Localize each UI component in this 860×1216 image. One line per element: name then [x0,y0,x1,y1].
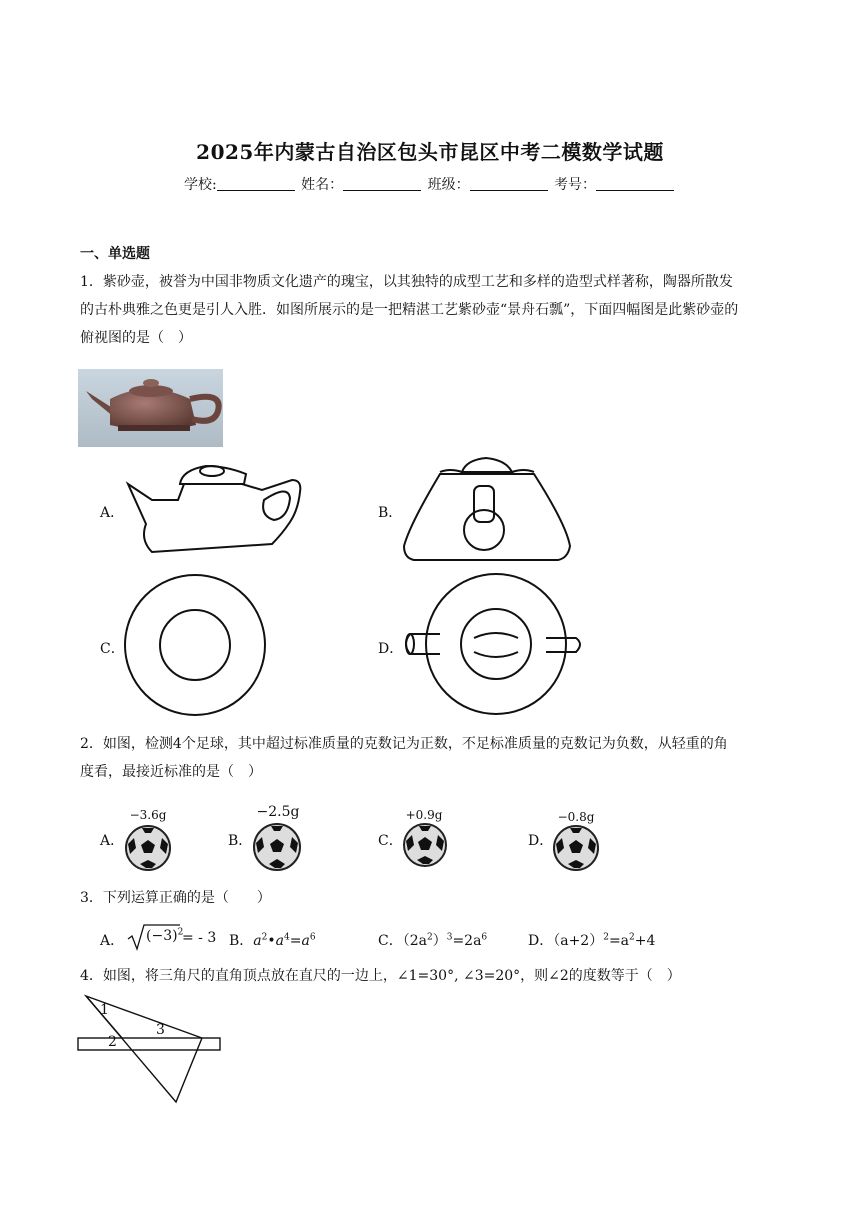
q2-ball-d-weight: −0.8g [557,810,595,824]
q3-option-b[interactable]: B．$a^2•a^4=a^6$ [229,932,316,949]
q3-a-radicand-exp: 2 [177,927,184,938]
q1-line3: 俯视图的是（ ） [80,330,192,346]
q1-option-b-figure [400,454,575,564]
class-blank[interactable] [470,176,548,191]
q4-stem: 4．如图，将三角尺的直角顶点放在直尺的一边上，∠1=30°, ∠3=20°，则∠2的度数等于（ ） [80,968,681,984]
q3-option-d-label: D．（a+2） [528,933,604,949]
q3-option-b-label: B． [229,933,254,949]
teapot-photo [78,369,223,447]
exam-no-label: 考号： [554,177,597,193]
class-label: 班级： [427,177,470,193]
soccer-ball-icon [552,824,600,872]
q3-a-result: = - 3 [182,930,217,946]
page-title: 2025年内蒙古自治区包头市昆区中考二模数学试题 [196,140,664,164]
q3-d-eq: =a [608,933,630,949]
q4-triangle-ruler-figure [74,994,226,1106]
q3-option-a-label: A． [100,933,125,949]
soccer-ball-icon [402,822,448,868]
q1-option-d-figure [400,568,590,720]
q2-option-d-label[interactable]: D． [528,833,554,849]
soccer-ball-icon [124,824,172,872]
q1-option-c-figure [122,572,268,718]
exam-no-blank[interactable] [596,176,674,191]
q4-angle-2-label: 2 [108,1034,117,1050]
q1-option-a-figure [122,460,304,555]
q3-option-c-label: C．（2a [378,933,427,949]
q2-ball-b-weight: −2.5g [256,804,300,820]
q2-option-b-label[interactable]: B． [228,833,253,849]
q3-c-paren: ） [432,933,447,949]
q2-ball-a-weight: −3.6g [129,808,167,822]
school-blank[interactable] [217,176,295,191]
q3-a-radicand-text: (−3) [146,928,178,944]
q3-a-radicand [146,928,183,944]
q2-option-a-label[interactable]: A． [100,833,125,849]
q3-option-d[interactable] [528,930,655,950]
q1-option-d-label[interactable]: D． [378,641,404,657]
section-heading: 一、单选题 [80,246,150,262]
q3-c-exp3: 6 [481,932,488,943]
q3-d-exp2: 2 [629,932,635,943]
q1-option-a-label[interactable]: A． [100,505,125,521]
q3-option-a[interactable] [100,930,124,950]
q3-b-exp2: 4 [284,932,290,943]
q1-stem [80,268,785,352]
q3-b-exp1: 2 [261,932,268,943]
name-label: 姓名： [301,177,344,193]
q3-c-eq: =2a [452,933,482,949]
student-info-line [0,174,860,194]
q3-d-tail: +4 [634,933,656,949]
q3-b-exp3: 6 [309,932,316,943]
soccer-ball-icon [252,822,302,872]
q3-c-exp1: 2 [426,932,433,943]
q1-line1: 1．紫砂壶，被誉为中国非物质文化遗产的瑰宝，以其独特的成型工艺和多样的造型式样著称，陶器所散发 [80,274,733,290]
q4-angle-3-label: 3 [156,1022,165,1038]
q2-line2: 度看，最接近标准的是（ ） [80,764,262,780]
q2-line1: 2．如图，检测4个足球，其中超过标准质量的克数记为正数，不足标准质量的克数记为负数，从轻重的角 [80,736,728,752]
q3-option-c[interactable] [378,930,487,950]
q4-angle-1-label: 1 [100,1002,109,1018]
q2-ball-c-weight: +0.9g [405,808,443,822]
q3-c-exp2: 3 [446,932,453,943]
q3-stem: 3．下列运算正确的是（ ） [80,890,271,906]
q2-option-c-label[interactable]: C． [378,833,403,849]
q1-option-c-label[interactable]: C． [100,641,125,657]
name-blank[interactable] [343,176,421,191]
q1-line2: 的古朴典雅之色更是引人入胜．如图所展示的是一把精湛工艺紫砂壶“景舟石瓢”，下面四幅图是此紫砂壶的 [80,302,739,318]
q1-option-b-label[interactable]: B． [378,505,403,521]
school-label: 学校: [183,177,217,193]
q3-d-exp: 2 [603,932,609,943]
q2-stem [80,730,785,786]
